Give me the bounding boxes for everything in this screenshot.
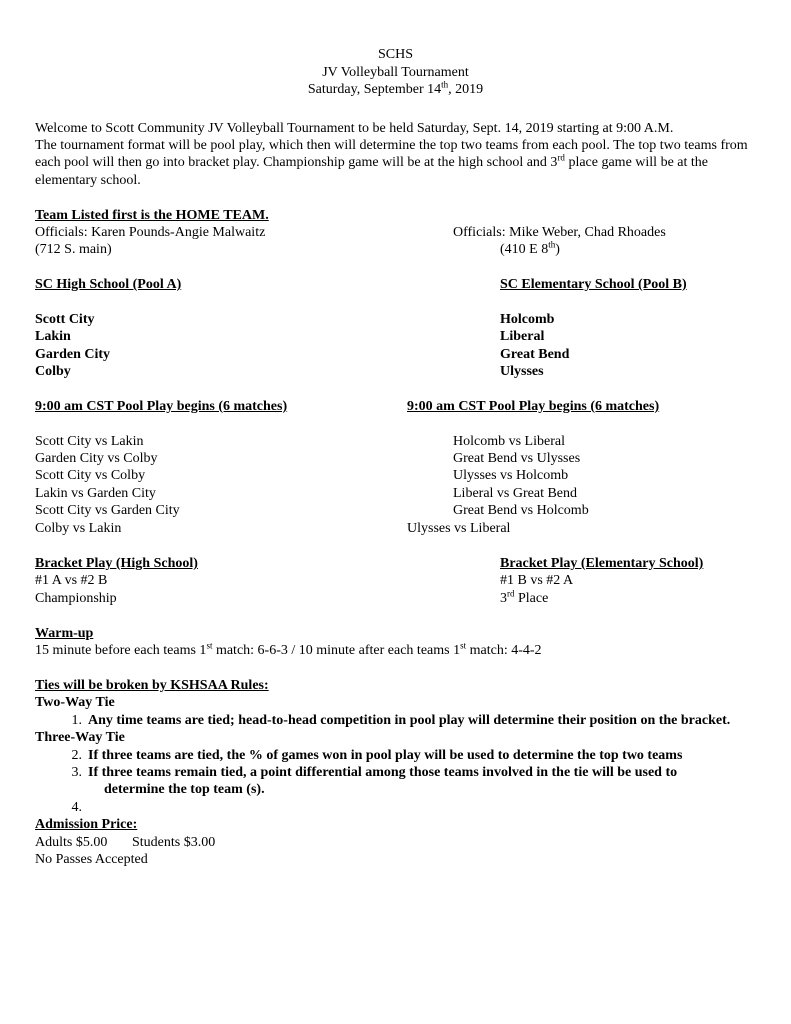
pool-b-team: Great Bend [500, 347, 570, 362]
pool-a-schedule-title: 9:00 am CST Pool Play begins (6 matches) [35, 399, 288, 414]
pool-b-team: Liberal [500, 329, 545, 344]
pool-b-schedule-title: 9:00 am CST Pool Play begins (6 matches) [407, 399, 660, 414]
pool-a-match: Scott City vs Colby [35, 468, 146, 483]
pool-b-match: Holcomb vs Liberal [453, 434, 565, 449]
officials-pool-a-address: (712 S. main) [35, 242, 112, 257]
event-date: Saturday, September 14th, 2019 [307, 79, 484, 97]
warmup-text: 15 minute before each teams 1st match: 6-6-3 / 10 minute after each teams 1st match: 4-4-2 [35, 640, 542, 658]
pool-a-team: Scott City [35, 312, 95, 327]
pool-b-match: Great Bend vs Holcomb [453, 503, 589, 518]
pool-a-title: SC High School (Pool A) [35, 277, 182, 292]
tie-rule-2: 2. If three teams are tied, the % of games won in pool play will be used to determine the top two teams [71, 748, 683, 763]
admission-students: Students $3.00 [132, 835, 216, 850]
bracket-hs-title: Bracket Play (High School) [35, 556, 198, 571]
admission-note: No Passes Accepted [35, 852, 148, 867]
warmup-title: Warm-up [35, 626, 94, 641]
pool-a-match: Scott City vs Lakin [35, 434, 144, 449]
pool-b-match: Great Bend vs Ulysses [453, 451, 581, 466]
admission-title: Admission Price: [35, 817, 138, 832]
intro-line-2: The tournament format will be pool play, which then will determine the top two teams from each pool. The top two teams from [35, 138, 748, 153]
pool-a-match: Lakin vs Garden City [35, 486, 156, 501]
tie-rule-4: 4. [71, 800, 82, 815]
pool-b-team: Ulysses [500, 364, 544, 379]
admission-adults: Adults $5.00 [35, 835, 108, 850]
bracket-hs-matchup: #1 A vs #2 B [35, 573, 108, 588]
event-title: JV Volleyball Tournament [322, 65, 469, 80]
intro-line-1: Welcome to Scott Community JV Volleyball Tournament to be held Saturday, Sept. 14, 2019 starting at 9:00 A.M. [35, 121, 674, 136]
pool-a-team: Colby [35, 364, 71, 379]
bracket-es-game: 3rd Place [500, 588, 549, 606]
home-team-note: Team Listed first is the HOME TEAM. [35, 208, 269, 223]
pool-b-team: Holcomb [500, 312, 555, 327]
pool-b-match: Liberal vs Great Bend [453, 486, 578, 501]
pool-b-match: Ulysses vs Holcomb [453, 468, 569, 483]
tie-rule-1: 1. Any time teams are tied; head-to-head competition in pool play will determine their position on the bracket. [71, 713, 731, 728]
pool-b-title: SC Elementary School (Pool B) [500, 277, 687, 292]
tie-rule-3-continued: determine the top team (s). [104, 782, 265, 797]
intro-line-3: each pool will then go into bracket play. Championship game will be at the high school and 3rd place game will be at the [35, 152, 708, 170]
ties-title: Ties will be broken by KSHSAA Rules: [35, 678, 269, 693]
pool-a-match: Scott City vs Garden City [35, 503, 180, 518]
tie-rule-3: 3. If three teams remain tied, a point differential among those teams involved in the tie will be used to [71, 765, 678, 780]
two-way-tie-heading: Two-Way Tie [35, 695, 115, 710]
pool-b-match: Ulysses vs Liberal [407, 521, 511, 536]
pool-a-match: Colby vs Lakin [35, 521, 122, 536]
officials-pool-b-address: (410 E 8th) [500, 239, 560, 257]
bracket-es-matchup: #1 B vs #2 A [500, 573, 574, 588]
pool-a-match: Garden City vs Colby [35, 451, 158, 466]
pool-a-team: Lakin [35, 329, 71, 344]
pool-a-team: Garden City [35, 347, 111, 362]
officials-pool-a: Officials: Karen Pounds-Angie Malwaitz [35, 225, 266, 240]
intro-line-4: elementary school. [35, 173, 141, 188]
bracket-es-title: Bracket Play (Elementary School) [500, 556, 704, 571]
three-way-tie-heading: Three-Way Tie [35, 730, 125, 745]
school-name: SCHS [377, 47, 414, 62]
officials-pool-b: Officials: Mike Weber, Chad Rhoades [453, 225, 666, 240]
bracket-hs-game: Championship [35, 591, 117, 606]
